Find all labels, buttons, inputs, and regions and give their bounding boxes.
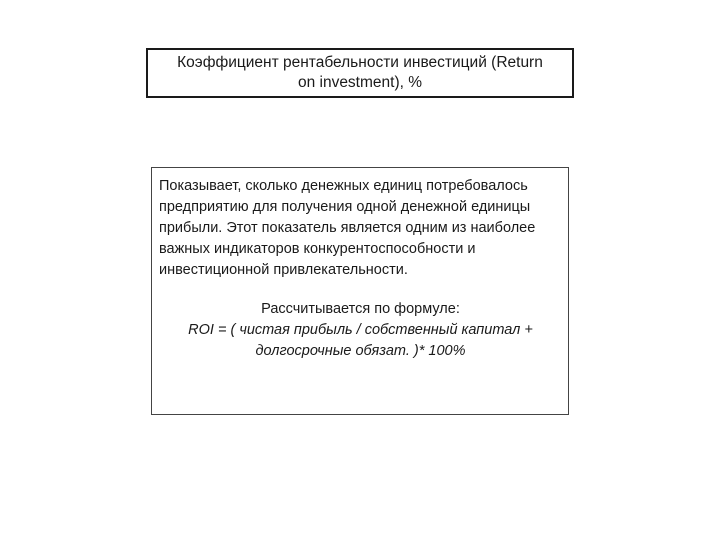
description-text: Показывает, сколько денежных единиц потребовалось предприятию для получения одной денежной единицы прибыли. Этот показатель является одним из наиболее важных индикаторов конкурентоспособности и инвестиционной привлекательности. — [159, 178, 536, 278]
formula-intro: Рассчитывается по формуле: — [261, 301, 460, 317]
formula-line-1: ROI = ( чистая прибыль / собственный капитал + — [188, 322, 533, 338]
title-line-1: Коэффициент рентабельности инвестиций (Return — [177, 54, 543, 71]
title-text — [177, 53, 543, 93]
title-box — [146, 48, 574, 98]
title-line-2: on investment), % — [297, 74, 423, 91]
description-box — [151, 167, 569, 415]
formula-line-2: долгосрочные обязат. )* 100% — [255, 343, 466, 359]
